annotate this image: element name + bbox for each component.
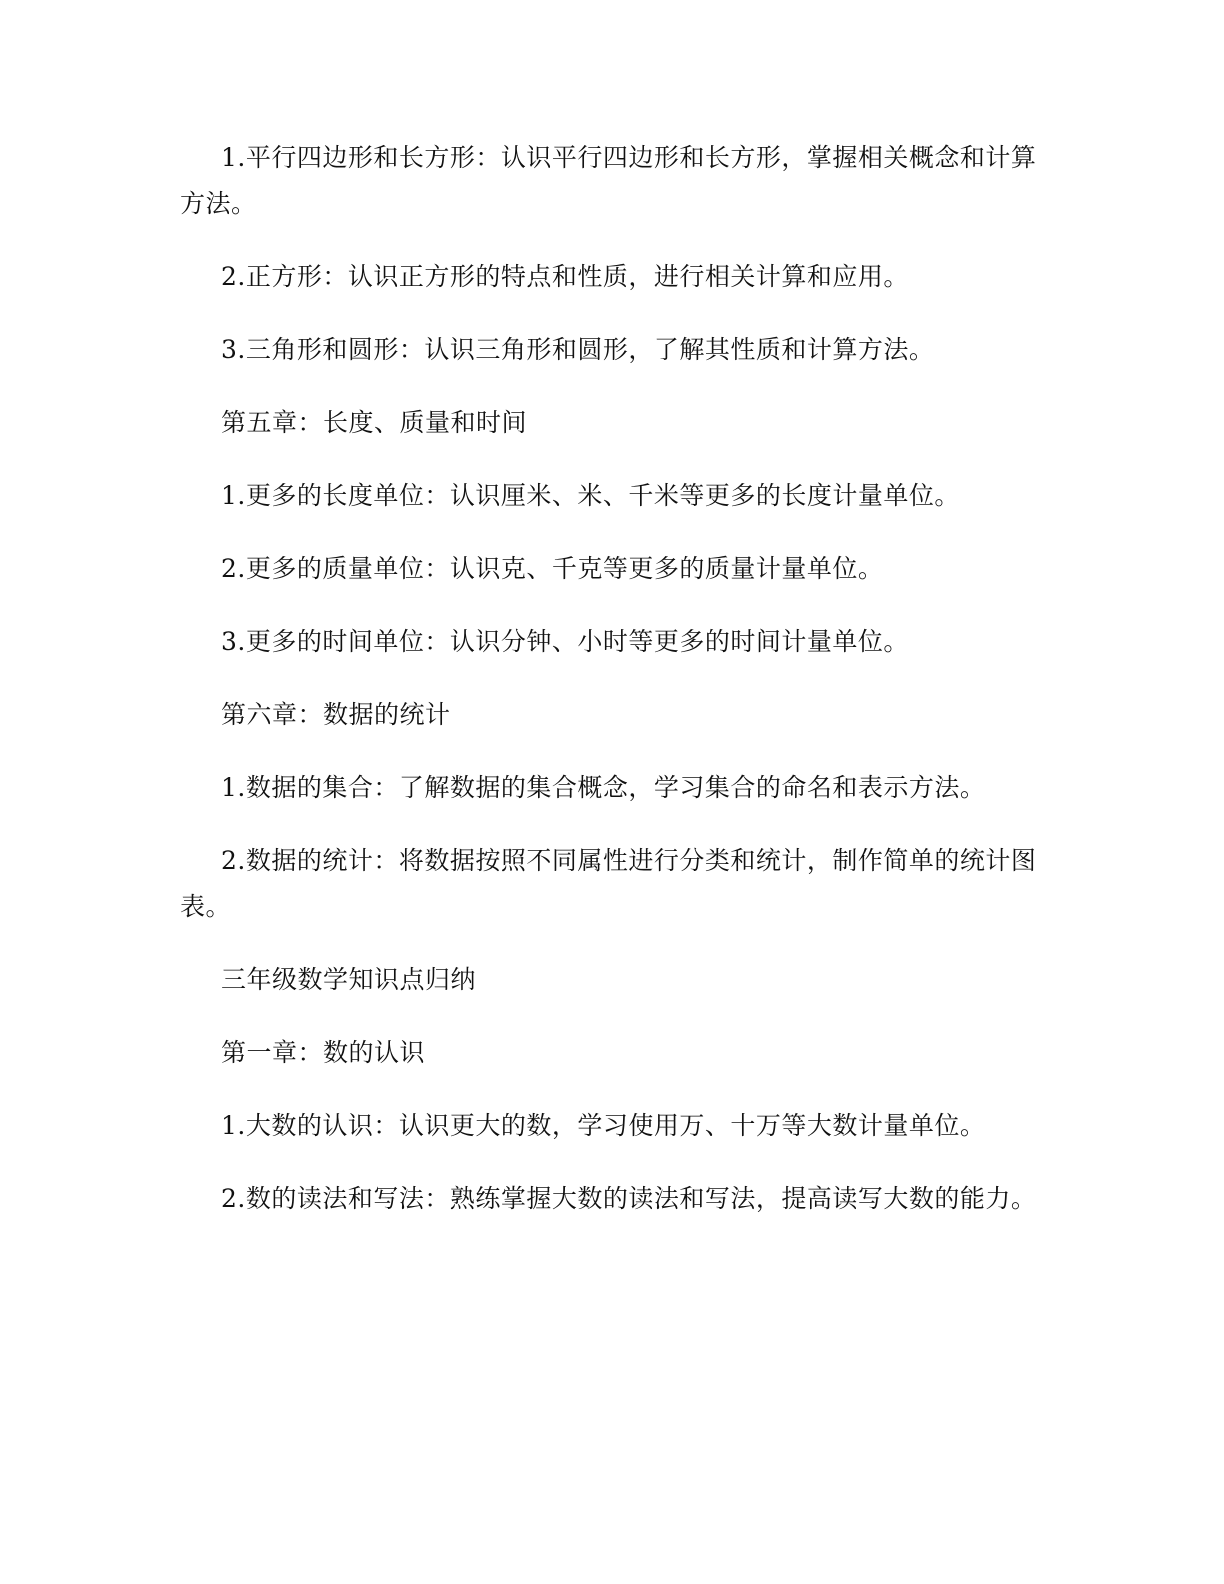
paragraph: 2.数的读法和写法：熟练掌握大数的读法和写法，提高读写大数的能力。 [221,1184,1037,1213]
chapter-heading: 第五章：长度、质量和时间 [221,408,528,437]
chapter-heading: 第六章：数据的统计 [221,700,451,729]
document-body [180,135,1045,1249]
chapter-heading: 第一章：数的认识 [221,1038,426,1067]
section-title: 三年级数学知识点归纳 [221,965,477,994]
paragraph: 1.大数的认识：认识更大的数，学习使用万、十万等大数计量单位。 [221,1111,986,1140]
paragraph: 2.更多的质量单位：认识克、千克等更多的质量计量单位。 [221,554,884,583]
paragraph: 3.更多的时间单位：认识分钟、小时等更多的时间计量单位。 [221,627,909,656]
paragraph: 2.数据的统计：将数据按照不同属性进行分类和统计，制作简单的统计图表。 [180,846,1037,921]
paragraph: 3.三角形和圆形：认识三角形和圆形，了解其性质和计算方法。 [221,335,935,364]
paragraph: 1.平行四边形和长方形：认识平行四边形和长方形，掌握相关概念和计算方法。 [180,143,1037,218]
paragraph: 2.正方形：认识正方形的特点和性质，进行相关计算和应用。 [221,262,909,291]
paragraph: 1.更多的长度单位：认识厘米、米、千米等更多的长度计量单位。 [221,481,960,510]
paragraph: 1.数据的集合：了解数据的集合概念，学习集合的命名和表示方法。 [221,773,986,802]
